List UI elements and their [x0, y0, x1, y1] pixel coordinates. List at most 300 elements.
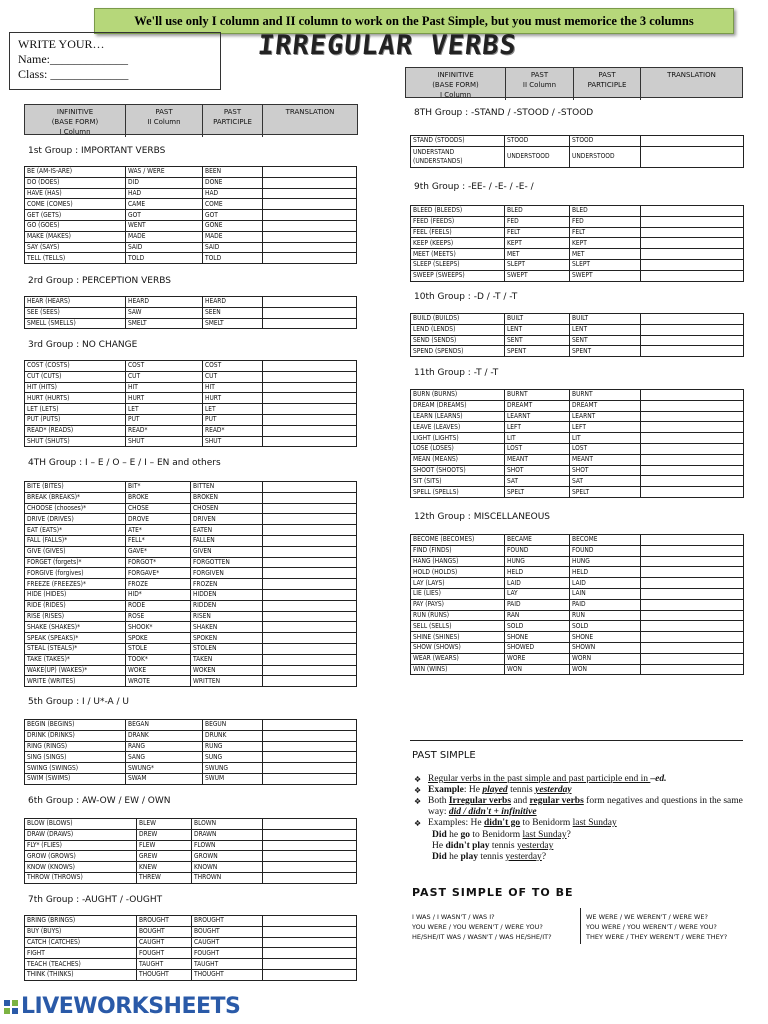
- translation-cell[interactable]: [263, 763, 357, 774]
- translation-cell[interactable]: [263, 361, 357, 372]
- participle-cell: SWEPT: [570, 270, 641, 281]
- translation-cell[interactable]: [641, 314, 744, 325]
- table-row: [25, 763, 357, 774]
- participle-cell: SOLD: [570, 621, 641, 632]
- table-row: [411, 433, 744, 444]
- table-row: [411, 249, 744, 260]
- table-row: [25, 177, 357, 188]
- past-cell: CHOSE: [126, 503, 191, 514]
- translation-cell[interactable]: [263, 579, 357, 590]
- participle-cell: THROWN: [192, 872, 263, 883]
- past-cell: SAID: [126, 242, 203, 253]
- participle-cell: BOUGHT: [192, 926, 263, 937]
- translation-cell[interactable]: [641, 335, 744, 346]
- table-row: [25, 231, 357, 242]
- translation-cell[interactable]: [263, 773, 357, 784]
- infinitive-cell: SHAKE (SHAKES)*: [25, 622, 126, 633]
- past-cell: WAS / WERE: [126, 167, 203, 178]
- translation-cell[interactable]: [263, 741, 357, 752]
- infinitive-cell: FIND (FINDS): [411, 545, 505, 556]
- participle-cell: PAID: [570, 599, 641, 610]
- group-title-9: 9th Group : -EE- / -E- / -E- /: [414, 182, 534, 192]
- translation-cell[interactable]: [263, 752, 357, 763]
- past-cell: PAID: [505, 599, 570, 610]
- past-cell: BROKE: [126, 492, 191, 503]
- table-row: [25, 210, 357, 221]
- infinitive-cell: DRINK (DRINKS): [25, 730, 126, 741]
- infinitive-cell: BUILD (BUILDS): [411, 314, 505, 325]
- table-row: [411, 621, 744, 632]
- table-row: [411, 535, 744, 546]
- infinitive-cell: SIT (SITS): [411, 476, 505, 487]
- translation-cell[interactable]: [263, 514, 357, 525]
- infinitive-cell: DRIVE (DRIVES): [25, 514, 126, 525]
- infinitive-cell: KNOW (KNOWS): [25, 862, 137, 873]
- participle-cell: TAKEN: [191, 654, 263, 665]
- translation-cell[interactable]: [263, 242, 357, 253]
- past-cell: SWEPT: [505, 270, 570, 281]
- participle-cell: SMELT: [203, 318, 263, 329]
- participle-cell: RIDDEN: [191, 600, 263, 611]
- past-cell: SLEPT: [505, 259, 570, 270]
- past-cell: CUT: [126, 371, 203, 382]
- table-row: [25, 654, 357, 665]
- table-row: [411, 653, 744, 664]
- translation-cell[interactable]: [263, 654, 357, 665]
- infinitive-cell: GO (GOES): [25, 220, 126, 231]
- translation-cell[interactable]: [263, 393, 357, 404]
- infinitive-cell: SPELL (SPELLS): [411, 487, 505, 498]
- past-cell: DREW: [137, 829, 192, 840]
- participle-cell: TAUGHT: [192, 959, 263, 970]
- table-row: [25, 720, 357, 731]
- infinitive-cell: SHINE (SHINES): [411, 632, 505, 643]
- translation-cell[interactable]: [263, 546, 357, 557]
- table-row: [25, 600, 357, 611]
- translation-cell[interactable]: [641, 556, 744, 567]
- infinitive-cell: RING (RINGS): [25, 741, 126, 752]
- past-cell: FLEW: [137, 840, 192, 851]
- translation-cell[interactable]: [641, 621, 744, 632]
- translation-cell[interactable]: [641, 632, 744, 643]
- translation-cell[interactable]: [641, 411, 744, 422]
- infinitive-cell: SING (SINGS): [25, 752, 126, 763]
- table-row: [411, 400, 744, 411]
- translation-cell[interactable]: [641, 578, 744, 589]
- translation-cell[interactable]: [263, 872, 357, 883]
- past-cell: HAD: [126, 188, 203, 199]
- past-cell: LET: [126, 404, 203, 415]
- participle-cell: BLOWN: [192, 819, 263, 830]
- past-cell: WON: [505, 664, 570, 675]
- translation-cell[interactable]: [263, 492, 357, 503]
- table-row: [25, 741, 357, 752]
- past-cell: GOT: [126, 210, 203, 221]
- translation-cell[interactable]: [641, 664, 744, 675]
- past-cell: FELT: [505, 227, 570, 238]
- translation-cell[interactable]: [263, 503, 357, 514]
- to-be-singular: I WAS / I WASN'T / WAS I? YOU WERE / YOU WEREN'T / WERE YOU? HE/SHE/IT WAS / WASN'T / WAS HE/SHE/IT?: [412, 913, 552, 941]
- participle-cell: FALLEN: [191, 535, 263, 546]
- past-cell: HUNG: [505, 556, 570, 567]
- verb-table-group-12: [410, 534, 744, 675]
- logo-text: LIVEWORKSHEETS: [21, 994, 241, 1019]
- translation-cell[interactable]: [263, 382, 357, 393]
- past-cell: SHUT: [126, 436, 203, 447]
- past-cell: HID*: [126, 589, 191, 600]
- table-row: [411, 227, 744, 238]
- translation-cell[interactable]: [263, 862, 357, 873]
- participle-cell: LOST: [570, 443, 641, 454]
- infinitive-cell: MEET (MEETS): [411, 249, 505, 260]
- participle-cell: LAIN: [570, 588, 641, 599]
- participle-cell: THOUGHT: [192, 969, 263, 980]
- table-row: [25, 361, 357, 372]
- past-cell: SHOOK*: [126, 622, 191, 633]
- translation-cell[interactable]: [641, 487, 744, 498]
- participle-cell: HURT: [203, 393, 263, 404]
- table-row: [25, 557, 357, 568]
- translation-cell[interactable]: [263, 730, 357, 741]
- translation-cell[interactable]: [641, 422, 744, 433]
- verb-table-group-6: [24, 818, 357, 884]
- infinitive-cell: HIT (HITS): [25, 382, 126, 393]
- participle-cell: FROZEN: [191, 579, 263, 590]
- participle-cell: SLEPT: [570, 259, 641, 270]
- to-be-divider: [580, 908, 581, 944]
- table-row: [25, 242, 357, 253]
- past-cell: LENT: [505, 324, 570, 335]
- table-row: [25, 482, 357, 493]
- table-row: [25, 568, 357, 579]
- translation-cell[interactable]: [263, 926, 357, 937]
- participle-cell: STOOD: [570, 136, 641, 147]
- page-title: IRREGULAR VERBS: [256, 30, 519, 61]
- participle-cell: BITTEN: [191, 482, 263, 493]
- past-cell: MET: [505, 249, 570, 260]
- translation-cell[interactable]: [263, 665, 357, 676]
- participle-cell: TOLD: [203, 253, 263, 264]
- participle-cell: CUT: [203, 371, 263, 382]
- translation-cell[interactable]: [263, 167, 357, 178]
- divider: [410, 740, 743, 741]
- translation-cell[interactable]: [263, 937, 357, 948]
- infinitive-cell: TAKE (TAKES)*: [25, 654, 126, 665]
- past-simple-heading: PAST SIMPLE: [412, 750, 476, 761]
- class-line[interactable]: Class: _____________: [18, 67, 129, 81]
- past-cell: STOLE: [126, 643, 191, 654]
- table-row: [25, 414, 357, 425]
- verb-table-group-3: [24, 360, 357, 447]
- table-row: [25, 535, 357, 546]
- past-cell: LIT: [505, 433, 570, 444]
- translation-cell[interactable]: [263, 253, 357, 264]
- table-row: [25, 959, 357, 970]
- participle-cell: BUILT: [570, 314, 641, 325]
- participle-cell: WRITTEN: [191, 676, 263, 687]
- translation-cell[interactable]: [263, 589, 357, 600]
- participle-cell: HELD: [570, 567, 641, 578]
- past-cell: FROZE: [126, 579, 191, 590]
- translation-cell[interactable]: [263, 199, 357, 210]
- table-row: [25, 307, 357, 318]
- past-cell: TAUGHT: [137, 959, 192, 970]
- translation-cell[interactable]: [263, 525, 357, 536]
- translation-cell[interactable]: [641, 324, 744, 335]
- translation-cell[interactable]: [641, 206, 744, 217]
- translation-cell[interactable]: [263, 720, 357, 731]
- translation-cell[interactable]: [263, 297, 357, 308]
- translation-cell[interactable]: [641, 653, 744, 664]
- infinitive-cell: CUT (CUTS): [25, 371, 126, 382]
- participle-cell: BURNT: [570, 390, 641, 401]
- participle-cell: FORGIVEN: [191, 568, 263, 579]
- infinitive-cell: WAKE(UP) (WAKES)*: [25, 665, 126, 676]
- past-cell: SAT: [505, 476, 570, 487]
- verb-table-group-2: [24, 296, 357, 329]
- infinitive-cell: STEAL (STEALS)*: [25, 643, 126, 654]
- participle-cell: LIT: [570, 433, 641, 444]
- participle-cell: BEGUN: [203, 720, 263, 731]
- table-row: [25, 916, 357, 927]
- translation-cell[interactable]: [263, 177, 357, 188]
- past-cell: FOUGHT: [137, 948, 192, 959]
- participle-cell: WORN: [570, 653, 641, 664]
- name-line[interactable]: Name:_____________: [18, 52, 128, 66]
- table-row: [25, 253, 357, 264]
- verb-table-group-8: [410, 135, 744, 168]
- translation-cell[interactable]: [263, 829, 357, 840]
- past-cell: BUILT: [505, 314, 570, 325]
- translation-cell[interactable]: [641, 433, 744, 444]
- infinitive-cell: PAY (PAYS): [411, 599, 505, 610]
- translation-cell[interactable]: [263, 482, 357, 493]
- past-cell: HURT: [126, 393, 203, 404]
- table-row: [25, 643, 357, 654]
- infinitive-cell: TEACH (TEACHES): [25, 959, 137, 970]
- translation-cell[interactable]: [641, 642, 744, 653]
- translation-cell[interactable]: [263, 819, 357, 830]
- infinitive-cell: HANG (HANGS): [411, 556, 505, 567]
- participle-cell: FED: [570, 216, 641, 227]
- translation-cell[interactable]: [641, 238, 744, 249]
- table-row: [411, 146, 744, 167]
- translation-cell[interactable]: [263, 622, 357, 633]
- translation-cell[interactable]: [641, 346, 744, 357]
- table-row: [25, 730, 357, 741]
- translation-cell[interactable]: [263, 371, 357, 382]
- infinitive-cell: SEND (SENDS): [411, 335, 505, 346]
- participle-cell: RUNG: [203, 741, 263, 752]
- translation-cell[interactable]: [641, 610, 744, 621]
- past-cell: BROUGHT: [137, 916, 192, 927]
- translation-cell[interactable]: [641, 535, 744, 546]
- translation-cell[interactable]: [263, 851, 357, 862]
- translation-cell[interactable]: [263, 535, 357, 546]
- translation-cell[interactable]: [263, 611, 357, 622]
- table-row: [25, 199, 357, 210]
- translation-cell[interactable]: [641, 390, 744, 401]
- table-row: [25, 404, 357, 415]
- translation-cell[interactable]: [263, 436, 357, 447]
- participle-cell: HAD: [203, 188, 263, 199]
- translation-cell[interactable]: [263, 210, 357, 221]
- participle-cell: MET: [570, 249, 641, 260]
- table-row: [25, 492, 357, 503]
- liveworksheets-logo[interactable]: [4, 994, 240, 1019]
- translation-cell[interactable]: [641, 136, 744, 147]
- past-cell: CAUGHT: [137, 937, 192, 948]
- infinitive-cell: KEEP (KEEPS): [411, 238, 505, 249]
- infinitive-cell: READ* (READS): [25, 425, 126, 436]
- infinitive-cell: SELL (SELLS): [411, 621, 505, 632]
- translation-cell[interactable]: [641, 400, 744, 411]
- translation-cell[interactable]: [641, 454, 744, 465]
- translation-cell[interactable]: [641, 567, 744, 578]
- translation-cell[interactable]: [263, 307, 357, 318]
- translation-cell[interactable]: [263, 188, 357, 199]
- participle-cell: SENT: [570, 335, 641, 346]
- table-row: [411, 567, 744, 578]
- past-cell: LAID: [505, 578, 570, 589]
- translation-cell[interactable]: [263, 404, 357, 415]
- translation-cell[interactable]: [641, 216, 744, 227]
- infinitive-cell: LEARN (LEARNS): [411, 411, 505, 422]
- translation-cell[interactable]: [641, 270, 744, 281]
- infinitive-cell: DREAM (DREAMS): [411, 400, 505, 411]
- translation-cell[interactable]: [641, 599, 744, 610]
- infinitive-cell: COME (COMES): [25, 199, 126, 210]
- translation-cell[interactable]: [263, 633, 357, 644]
- past-cell: DROVE: [126, 514, 191, 525]
- table-row: [25, 425, 357, 436]
- past-cell: SHONE: [505, 632, 570, 643]
- table-row: [411, 465, 744, 476]
- translation-cell[interactable]: [263, 840, 357, 851]
- note-regular-verbs: ❖ Regular verbs in the past simple and past participle end in –ed.: [412, 774, 752, 785]
- infinitive-cell: WIN (WINS): [411, 664, 505, 675]
- translation-cell[interactable]: [263, 969, 357, 980]
- table-row: [25, 188, 357, 199]
- translation-cell[interactable]: [263, 948, 357, 959]
- group-title-2: 2rd Group : PERCEPTION VERBS: [28, 276, 171, 286]
- translation-cell[interactable]: [641, 465, 744, 476]
- translation-cell[interactable]: [641, 227, 744, 238]
- infinitive-cell: BECOME (BECOMES): [411, 535, 505, 546]
- infinitive-cell: UNDERSTAND (UNDERSTANDS): [411, 146, 505, 167]
- infinitive-cell: MEAN (MEANS): [411, 454, 505, 465]
- participle-cell: KNOWN: [192, 862, 263, 873]
- infinitive-cell: SHOW (SHOWS): [411, 642, 505, 653]
- participle-cell: SHOT: [570, 465, 641, 476]
- note-negatives-questions: ❖ Both Irregular verbs and regular verbs form negatives and questions in the same way: did / didn't + infinitive: [412, 796, 752, 818]
- note-example: ❖ Example: He played tennis yesterday: [412, 785, 752, 796]
- infinitive-cell: SWING (SWINGS): [25, 763, 126, 774]
- table-row: [25, 829, 357, 840]
- participle-cell: HIDDEN: [191, 589, 263, 600]
- infinitive-cell: BRING (BRINGS): [25, 916, 137, 927]
- translation-cell[interactable]: [641, 443, 744, 454]
- participle-cell: DREAMT: [570, 400, 641, 411]
- group-title-10: 10th Group : -D / -T / -T: [414, 292, 518, 302]
- translation-cell[interactable]: [263, 231, 357, 242]
- infinitive-cell: STAND (STOODS): [411, 136, 505, 147]
- translation-cell[interactable]: [263, 916, 357, 927]
- past-cell: WOKE: [126, 665, 191, 676]
- participle-cell: EATEN: [191, 525, 263, 536]
- past-cell: BURNT: [505, 390, 570, 401]
- translation-cell[interactable]: [641, 249, 744, 260]
- table-row: [25, 676, 357, 687]
- participle-cell: SPENT: [570, 346, 641, 357]
- student-info-box: [9, 32, 221, 90]
- translation-cell[interactable]: [263, 959, 357, 970]
- participle-cell: GROWN: [192, 851, 263, 862]
- translation-cell[interactable]: [641, 259, 744, 270]
- translation-cell[interactable]: [263, 643, 357, 654]
- participle-cell: SUNG: [203, 752, 263, 763]
- table-row: [25, 436, 357, 447]
- table-row: [25, 546, 357, 557]
- verb-table-group-7: [24, 915, 357, 981]
- infinitive-cell: LEAVE (LEAVES): [411, 422, 505, 433]
- translation-cell[interactable]: [263, 568, 357, 579]
- translation-cell[interactable]: [641, 146, 744, 167]
- translation-cell[interactable]: [641, 588, 744, 599]
- translation-cell[interactable]: [263, 676, 357, 687]
- translation-cell[interactable]: [263, 220, 357, 231]
- infinitive-cell: FEEL (FEELS): [411, 227, 505, 238]
- past-cell: GAVE*: [126, 546, 191, 557]
- example-sentences: Did he go to Benidorm last Sunday? He didn't play tennis yesterday Did he play tennis yesterday?: [432, 830, 571, 862]
- participle-cell: UNDERSTOOD: [570, 146, 641, 167]
- participle-cell: BROUGHT: [192, 916, 263, 927]
- translation-cell[interactable]: [641, 545, 744, 556]
- past-cell: SPENT: [505, 346, 570, 357]
- past-cell: ROSE: [126, 611, 191, 622]
- translation-cell[interactable]: [263, 414, 357, 425]
- past-cell: HELD: [505, 567, 570, 578]
- past-cell: BLEW: [137, 819, 192, 830]
- group-title-5: 5th Group : I / U*-A / U: [28, 697, 130, 707]
- table-row: [25, 969, 357, 980]
- infinitive-cell: DRAW (DRAWS): [25, 829, 137, 840]
- past-cell: BECAME: [505, 535, 570, 546]
- participle-cell: FORGOTTEN: [191, 557, 263, 568]
- translation-cell[interactable]: [263, 318, 357, 329]
- participle-cell: LENT: [570, 324, 641, 335]
- table-row: [25, 393, 357, 404]
- past-cell: STOOD: [505, 136, 570, 147]
- past-cell: RAN: [505, 610, 570, 621]
- table-row: [25, 862, 357, 873]
- table-row: [25, 840, 357, 851]
- past-cell: READ*: [126, 425, 203, 436]
- infinitive-cell: BREAK (BREAKS)*: [25, 492, 126, 503]
- group-title-11: 11th Group : -T / -T: [414, 368, 499, 378]
- translation-cell[interactable]: [263, 425, 357, 436]
- infinitive-cell: PUT (PUTS): [25, 414, 126, 425]
- translation-cell[interactable]: [641, 476, 744, 487]
- participle-cell: COST: [203, 361, 263, 372]
- past-cell: DREAMT: [505, 400, 570, 411]
- participle-cell: PUT: [203, 414, 263, 425]
- translation-cell[interactable]: [263, 557, 357, 568]
- translation-cell[interactable]: [263, 600, 357, 611]
- participle-cell: CAUGHT: [192, 937, 263, 948]
- note-examples: ❖ Examples: He didn't go to Benidorm last Sunday: [412, 818, 752, 829]
- group-title-12: 12th Group : MISCELLANEOUS: [414, 512, 550, 522]
